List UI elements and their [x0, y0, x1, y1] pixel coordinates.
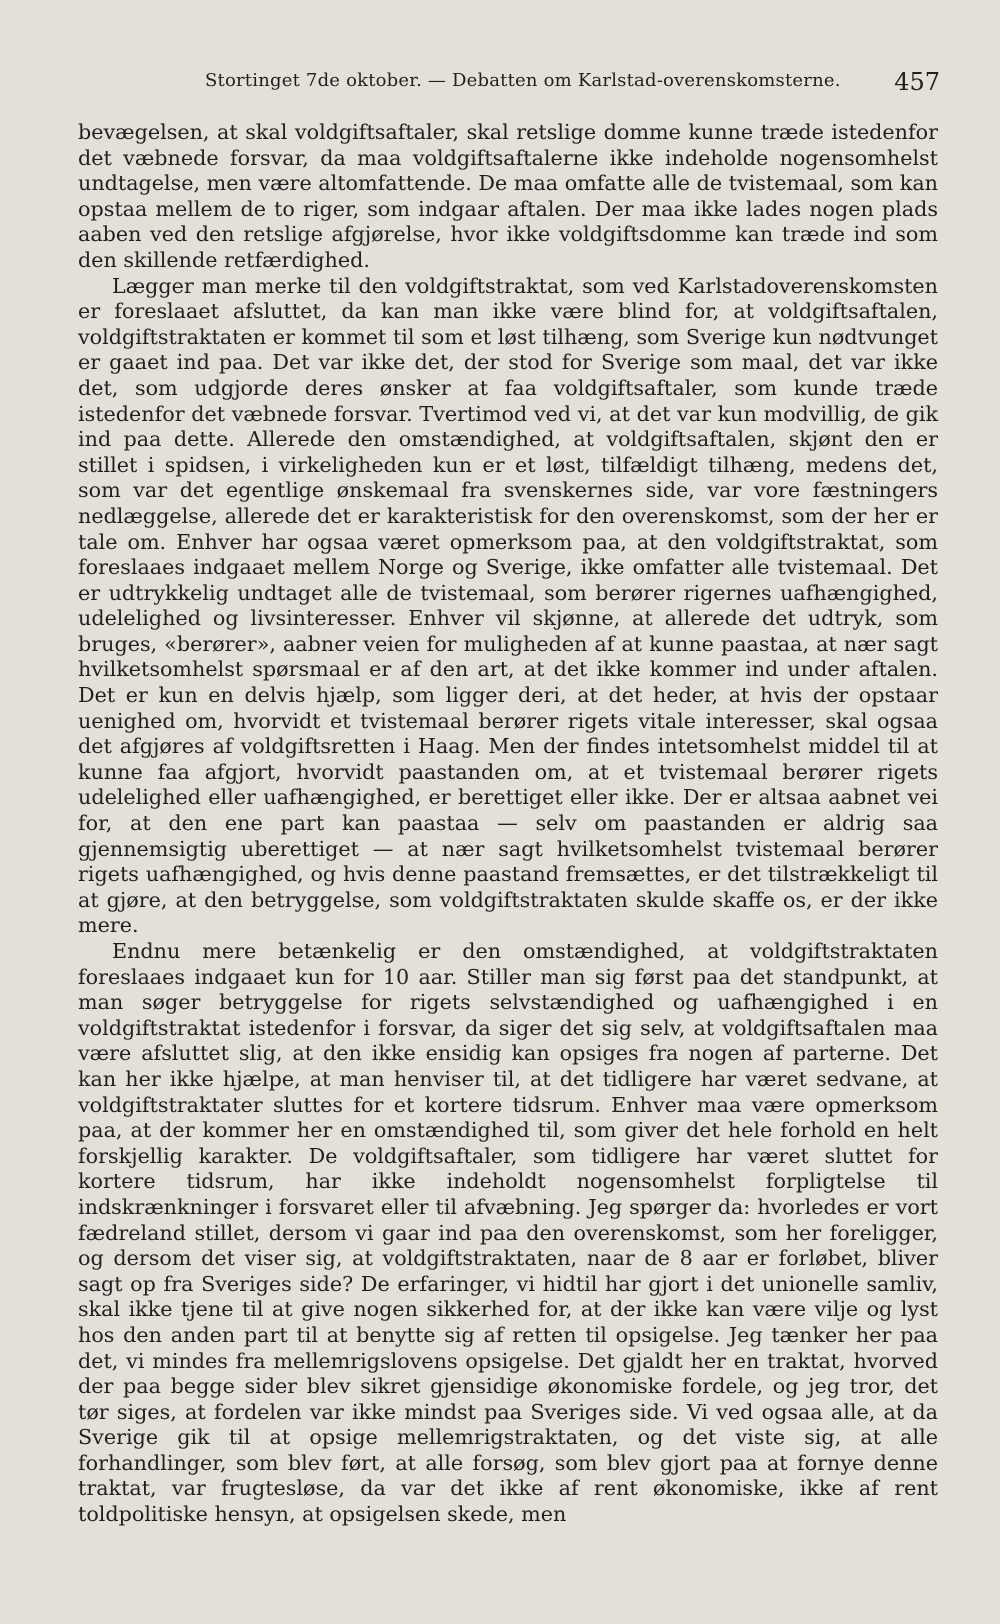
paragraph-2: Lægger man merke til den voldgiftstraktat, som ved Karlstadoverenskomsten er foreslaaet afsluttet, da kan man ikke være blind for, at voldgiftsaftalen, voldgiftstraktaten er kommet til som et løst tilhæng, som Sverige kun nødtvunget er gaaet ind paa. Det var ikke det, der stod for Sverige som maal, det var ikke det, som udgjorde deres ønsker at faa voldgiftsaftaler, som kunde træde istedenfor det væbnede forsvar. Tvertimod ved vi, at det var kun modvillig, de gik ind paa dette. Allerede den omstændighed, at voldgiftsaftalen, skjønt den er stillet i spidsen, i virkeligheden kun er et løst, tilfældigt tilhæng, medens det, som var det egentlige ønskemaal fra svenskernes side, var vore fæstningers nedlæggelse, allerede det er karakteristisk for den overenskomst, som der her er tale om. Enhver har ogsaa været opmerksom paa, at den voldgiftstraktat, som foreslaaes indgaaet mellem Norge og Sverige, ikke omfatter alle tvistemaal. Det er udtrykkelig undtaget alle de tvistemaal, som berører rigernes uafhængighed, udelelighed og livsinteresser. Enhver vil skjønne, at allerede det udtryk, som bruges, «berører», aabner veien for muligheden af at kunne paastaa, at nær sagt hvilketsomhelst spørsmaal er af den art, at det ikke kommer ind under aftalen. Det er kun en delvis hjælp, som ligger deri, at det heder, at hvis der opstaar uenighed om, hvorvidt et tvistemaal berører rigets vitale interesser, skal ogsaa det afgjøres af voldgiftsretten i Haag. Men der findes intetsomhelst middel til at kunne faa afgjort, hvorvidt paastanden om, at et tvistemaal berører rigets udelelighed eller uafhængighed, er berettiget eller ikke. Der er altsaa aabnet vei for, at den ene part kan paastaa — selv om paastanden er aldrig saa gjennemsigtig uberettiget — at nær sagt hvilketsomhelst tvistemaal berører rigets uafhængighed, og hvis denne paastand fremsættes, er det tilstrækkeligt til at gjøre, at den betryggelse, som voldgiftstraktaten skulde skaffe os, er der ikke mere. [78, 273, 938, 938]
page-number: 457 [894, 68, 940, 96]
paragraph-1: bevægelsen, at skal voldgiftsaftaler, skal retslige domme kunne træde istedenfor det væbnede forsvar, da maa voldgiftsaftalerne ikke indeholde nogensomhelst undtagelse, men være altomfattende. De maa omfatte alle de tvistemaal, som kan opstaa mellem de to riger, som indgaar aftalen. Der maa ikke lades nogen plads aaben ved den retslige afgjørelse, hvor ikke voldgiftsdomme kan træde ind som den skillende retfærdighed. [78, 120, 938, 272]
body-text [78, 120, 938, 1528]
running-head [205, 70, 940, 110]
running-title: Stortinget 7de oktober. — Debatten om Karlstad-overenskomsterne. [205, 70, 841, 91]
paragraph-3: Endnu mere betænkelig er den omstændighed, at voldgiftstraktaten foreslaaes indgaaet kun for 10 aar. Stiller man sig først paa det standpunkt, at man søger betryggelse for rigets selvstændighed og uafhængighed i en voldgiftstraktat istedenfor i forsvar, da siger det sig selv, at voldgiftsaftalen maa være afsluttet slig, at den ikke ensidig kan opsiges fra nogen af parterne. Det kan her ikke hjælpe, at man henviser til, at det tidligere har været sedvane, at voldgiftstraktater sluttes for et kortere tidsrum. Enhver maa være opmerksom paa, at der kommer her en omstændighed til, som giver det hele forhold en helt forskjellig karakter. De voldgiftsaftaler, som tidligere har været sluttet for kortere tidsrum, har ikke indeholdt nogensomhelst forpligtelse til indskrænkninger i forsvaret eller til afvæbning. Jeg spørger da: hvorledes er vort fædreland stillet, dersom vi gaar ind paa den overenskomst, som her foreligger, og dersom det viser sig, at voldgiftstraktaten, naar de 8 aar er forløbet, bliver sagt op fra Sveriges side? De erfaringer, vi hidtil har gjort i det unionelle samliv, skal ikke tjene til at give nogen sikkerhed for, at der ikke kan være vilje og lyst hos den anden part til at benytte sig af retten til opsigelse. Jeg tænker her paa det, vi mindes fra mellemrigslovens opsigelse. Det gjaldt her en traktat, hvorved der paa begge sider blev sikret gjensidige økonomiske fordele, og jeg tror, det tør siges, at fordelen var ikke mindst paa Sveriges side. Vi ved ogsaa alle, at da Sverige gik til at opsige mellemrigstraktaten, og det viste sig, at alle forhandlinger, som blev ført, at alle forsøg, som blev gjort paa at fornye denne traktat, var frugtesløse, da var det ikke af rent økonomiske, ikke af rent toldpolitiske hensyn, at opsigelsen skede, men [78, 939, 938, 1527]
